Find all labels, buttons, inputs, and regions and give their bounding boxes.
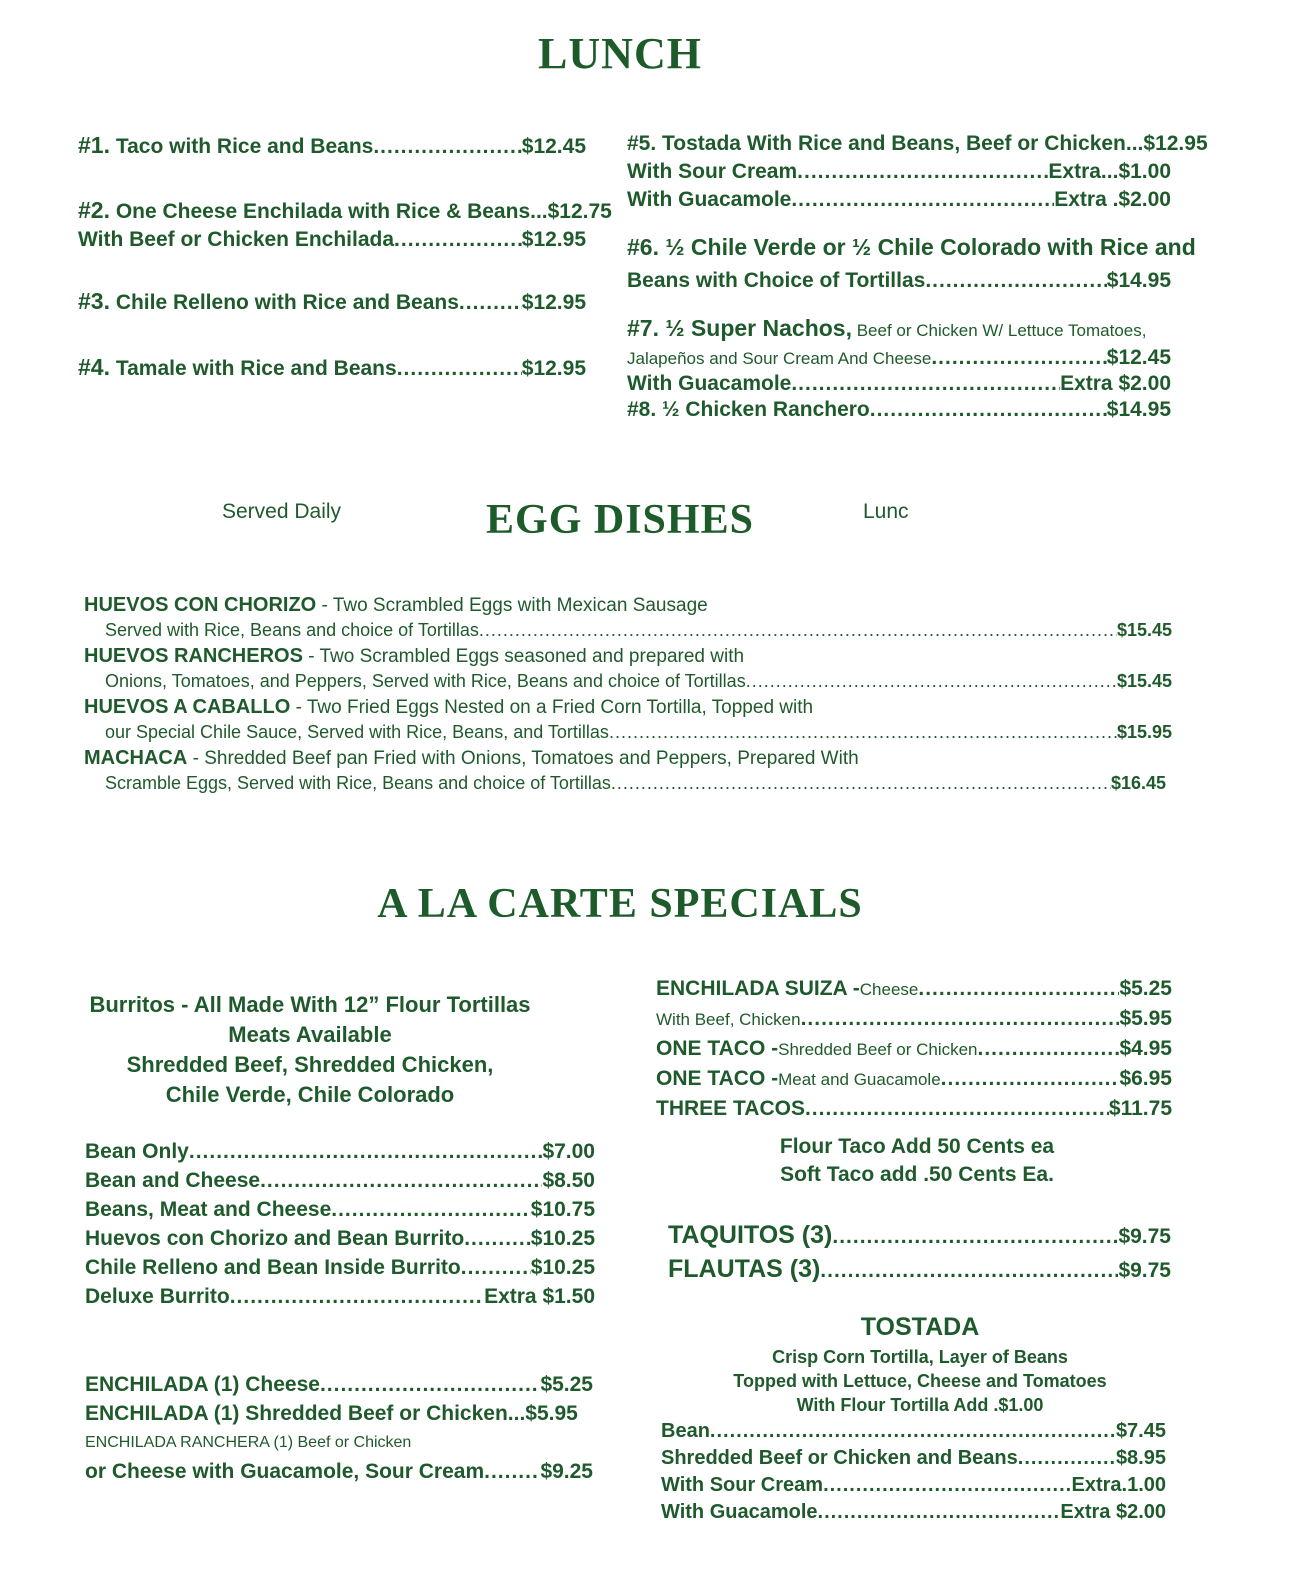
item-price: ...$12.75: [530, 200, 612, 223]
item-description: - Two Scrambled Eggs seasoned and prepared with: [302, 646, 745, 667]
item-price: $11.75: [1108, 1097, 1172, 1120]
lunch-right-column: [627, 132, 1208, 422]
item-label: With Beef, Chicken: [656, 1010, 801, 1029]
item-name: HUEVOS A CABALLO: [84, 696, 291, 718]
item-price: $8.95: [1115, 1447, 1166, 1469]
item-label: or Cheese with Guacamole, Sour Cream: [85, 1460, 485, 1483]
item-label: Chile Relleno and Bean Inside Burrito: [85, 1256, 461, 1279]
item-price: $5.95: [1119, 1007, 1172, 1030]
enchiladas-list: [85, 1370, 593, 1486]
item-price: $12.95: [521, 357, 586, 380]
served-daily-label: Served Daily: [222, 500, 342, 523]
item-label: ENCHILADA (1) Cheese: [85, 1373, 320, 1396]
tostada-item: [661, 1472, 1166, 1499]
flautas-item: [668, 1253, 1171, 1287]
lunc-label: Lunc: [863, 500, 909, 523]
item-label: Scramble Eggs, Served with Rice, Beans and choice of Tortillas: [105, 773, 611, 793]
item-price: $7.00: [542, 1140, 595, 1163]
item-label: With Sour Cream: [627, 160, 798, 183]
item-description: Beef or Chicken W/ Lettuce Tomatoes,: [851, 321, 1147, 340]
taco-notes: [656, 1133, 1178, 1189]
item-name: HUEVOS RANCHEROS: [84, 645, 303, 667]
tostada-item: [661, 1418, 1166, 1445]
item-sub-label: Cheese: [859, 980, 919, 999]
menu-item-3: [78, 288, 586, 315]
item-price: Extra $2.00: [1060, 1501, 1166, 1523]
item-description: - Two Fried Eggs Nested on a Fried Corn Tortilla, Topped with: [290, 697, 814, 718]
egg-item-detail: [84, 671, 1172, 692]
item-label: Jalapeños and Sour Cream And Cheese: [627, 349, 932, 368]
lunch-left-column: [78, 132, 612, 381]
burritos-header-line: Meats Available: [228, 1022, 392, 1047]
item-label: With Guacamole: [627, 372, 792, 395]
item-label: With Beef or Chicken Enchilada: [78, 228, 395, 251]
item-price: $14.95: [1106, 398, 1171, 421]
item-label: ENCHILADA (1) Shredded Beef or Chicken: [85, 1402, 508, 1425]
item-label: Served with Rice, Beans and choice of Tortillas: [105, 620, 479, 640]
item-price: $7.45: [1115, 1420, 1166, 1442]
burritos-list: [85, 1137, 595, 1311]
item-price: $12.45: [1106, 346, 1171, 369]
item-label: Taco with Rice and Beans: [109, 135, 374, 158]
alacarte-title: A LA CARTE SPECIALS: [377, 881, 863, 927]
lunch-title: LUNCH: [538, 29, 702, 78]
item-description: - Shredded Beef pan Fried with Onions, Tomatoes and Peppers, Prepared With: [187, 748, 859, 769]
item-label: Shredded Beef or Chicken and Beans: [661, 1447, 1018, 1469]
item-price: $4.95: [1119, 1037, 1172, 1060]
tostada-description: [660, 1345, 1180, 1417]
enchilada-item: [85, 1399, 593, 1428]
menu-item-6: [627, 269, 1171, 293]
item-price: $8.50: [542, 1169, 595, 1192]
burritos-header-line: Burritos - All Made With 12” Flour Tortillas: [89, 992, 531, 1017]
burrito-item: [85, 1224, 595, 1253]
item-price: $14.95: [1106, 269, 1171, 292]
special-item: [656, 1094, 1172, 1123]
taco-note: Soft Taco add .50 Cents Ea.: [780, 1163, 1054, 1186]
taco-note: Flour Taco Add 50 Cents ea: [779, 1135, 1055, 1158]
item-label: Bean Only: [85, 1140, 189, 1163]
tostada-description-line: Topped with Lettuce, Cheese and Tomatoes: [733, 1371, 1107, 1391]
tostada-title: TOSTADA: [860, 1313, 980, 1341]
item-price: $9.75: [1118, 1225, 1171, 1248]
menu-item-7-title: [627, 315, 1171, 342]
egg-item-title: [84, 645, 1172, 668]
item-label: ONE TACO -: [656, 1067, 779, 1090]
item-price: $10.75: [530, 1198, 595, 1221]
item-label: FLAUTAS (3): [668, 1255, 821, 1283]
menu-item-4: [78, 354, 586, 381]
item-label: #7. ½ Super Nachos,: [627, 315, 852, 341]
item-label: With Sour Cream: [661, 1474, 824, 1496]
menu-item-5-guacamole: [627, 188, 1171, 212]
item-price: Extra $1.50: [484, 1285, 595, 1308]
egg-item-title: [84, 594, 1172, 617]
item-name: HUEVOS CON CHORIZO: [84, 594, 317, 616]
burrito-item: [85, 1166, 595, 1195]
menu-item-8: [627, 398, 1171, 422]
item-label: Tamale with Rice and Beans: [109, 357, 397, 380]
taquitos-item: [668, 1219, 1171, 1253]
item-price: $15.45: [1116, 620, 1172, 640]
item-price: $10.25: [530, 1256, 595, 1279]
item-price: $12.95: [521, 228, 586, 251]
item-label: Huevos con Chorizo and Bean Burrito: [85, 1227, 465, 1250]
item-label: Deluxe Burrito: [85, 1285, 230, 1308]
burrito-item: [85, 1282, 595, 1311]
item-price: $16.45: [1110, 773, 1166, 793]
egg-item-detail: [84, 773, 1172, 794]
item-label: With Guacamole: [627, 188, 792, 211]
item-label: our Special Chile Sauce, Served with Rice, Beans, and Tortillas: [105, 722, 609, 742]
right-specials-list: [656, 974, 1172, 1123]
item-price: $12.45: [521, 135, 586, 158]
tostada-description-line: Crisp Corn Tortilla, Layer of Beans: [772, 1347, 1068, 1367]
item-label: ONE TACO -: [656, 1037, 779, 1060]
special-item: [656, 1064, 1172, 1094]
menu-item-5: [627, 132, 1208, 156]
egg-dishes-list: [84, 594, 1172, 794]
item-price: $9.25: [540, 1460, 593, 1483]
item-price: $15.45: [1116, 671, 1172, 691]
item-label: TAQUITOS (3): [668, 1221, 833, 1249]
item-label: Beans with Choice of Tortillas: [627, 269, 926, 292]
item-price: $5.25: [1119, 977, 1172, 1000]
taquitos-flautas: [668, 1219, 1171, 1287]
item-label: Beans, Meat and Cheese: [85, 1198, 332, 1221]
burrito-item: [85, 1253, 595, 1282]
tostada-description-line: With Flour Tortilla Add .$1.00: [796, 1395, 1044, 1415]
enchilada-ranchera-title: ENCHILADA RANCHERA (1) Beef or Chicken: [85, 1434, 412, 1451]
item-price: Extra $2.00: [1060, 372, 1171, 395]
item-label: With Guacamole: [661, 1501, 818, 1523]
burritos-header-line: Chile Verde, Chile Colorado: [165, 1082, 455, 1107]
burrito-item: [85, 1137, 595, 1166]
item-price: Extra .$2.00: [1054, 188, 1171, 211]
egg-item-title: [84, 747, 1172, 770]
egg-item-detail: [84, 620, 1172, 641]
item-label: #5. Tostada With Rice and Beans, Beef or Chicken: [627, 132, 1126, 155]
item-number: #1.: [78, 132, 110, 158]
menu-item-2: [78, 197, 612, 224]
enchilada-item: [85, 1370, 593, 1399]
burritos-header-line: Shredded Beef, Shredded Chicken,: [126, 1052, 494, 1077]
item-price: $9.75: [1118, 1259, 1171, 1282]
menu-item-7: [627, 346, 1171, 370]
burrito-item: [85, 1195, 595, 1224]
item-price: Extra.1.00: [1071, 1474, 1166, 1496]
item-description: - Two Scrambled Eggs with Mexican Sausage: [316, 595, 708, 616]
item-label: THREE TACOS: [656, 1097, 805, 1120]
egg-item-title: [84, 696, 1172, 719]
menu-item-2-variant: [78, 228, 586, 252]
item-price: Extra...$1.00: [1048, 160, 1171, 183]
egg-item-detail: [84, 722, 1172, 743]
egg-dishes-title: EGG DISHES: [486, 497, 754, 543]
item-label: Bean and Cheese: [85, 1169, 261, 1192]
item-price: ...$12.95: [1125, 132, 1208, 155]
tostada-list: [661, 1418, 1166, 1526]
item-price: $12.95: [521, 291, 586, 314]
item-sub-label: Shredded Beef or Chicken: [778, 1040, 978, 1059]
menu-item-7-guacamole: [627, 372, 1171, 396]
tostada-item: [661, 1499, 1166, 1526]
item-price: $15.95: [1116, 722, 1172, 742]
item-label: ENCHILADA SUIZA -: [656, 977, 860, 1000]
burritos-header: [80, 990, 540, 1110]
item-number: #2.: [78, 197, 110, 223]
item-name: MACHACA: [84, 747, 188, 769]
item-number: #3.: [78, 288, 110, 314]
item-price: $10.25: [530, 1227, 595, 1250]
special-item: [656, 1004, 1172, 1034]
item-label: #8. ½ Chicken Ranchero: [627, 398, 870, 421]
menu-item-6-title: #6. ½ Chile Verde or ½ Chile Colorado with Rice and: [627, 234, 1196, 260]
item-number: #4.: [78, 354, 110, 380]
item-label: One Cheese Enchilada with Rice & Beans: [109, 200, 531, 223]
item-sub-label: Meat and Guacamole: [778, 1070, 941, 1089]
item-label: Onions, Tomatoes, and Peppers, Served with Rice, Beans and choice of Tortillas: [105, 671, 746, 691]
tostada-item: [661, 1445, 1166, 1472]
special-item: [656, 1034, 1172, 1064]
menu-item-1: [78, 132, 586, 159]
item-price: ...$5.95: [507, 1402, 578, 1425]
item-price: $5.25: [540, 1373, 593, 1396]
item-label: Bean: [661, 1420, 710, 1442]
item-price: $6.95: [1119, 1067, 1172, 1090]
menu-item-5-sour-cream: [627, 160, 1171, 184]
enchilada-ranchera-item: [85, 1457, 593, 1486]
item-label: Chile Relleno with Rice and Beans: [109, 291, 459, 314]
special-item: [656, 974, 1172, 1004]
